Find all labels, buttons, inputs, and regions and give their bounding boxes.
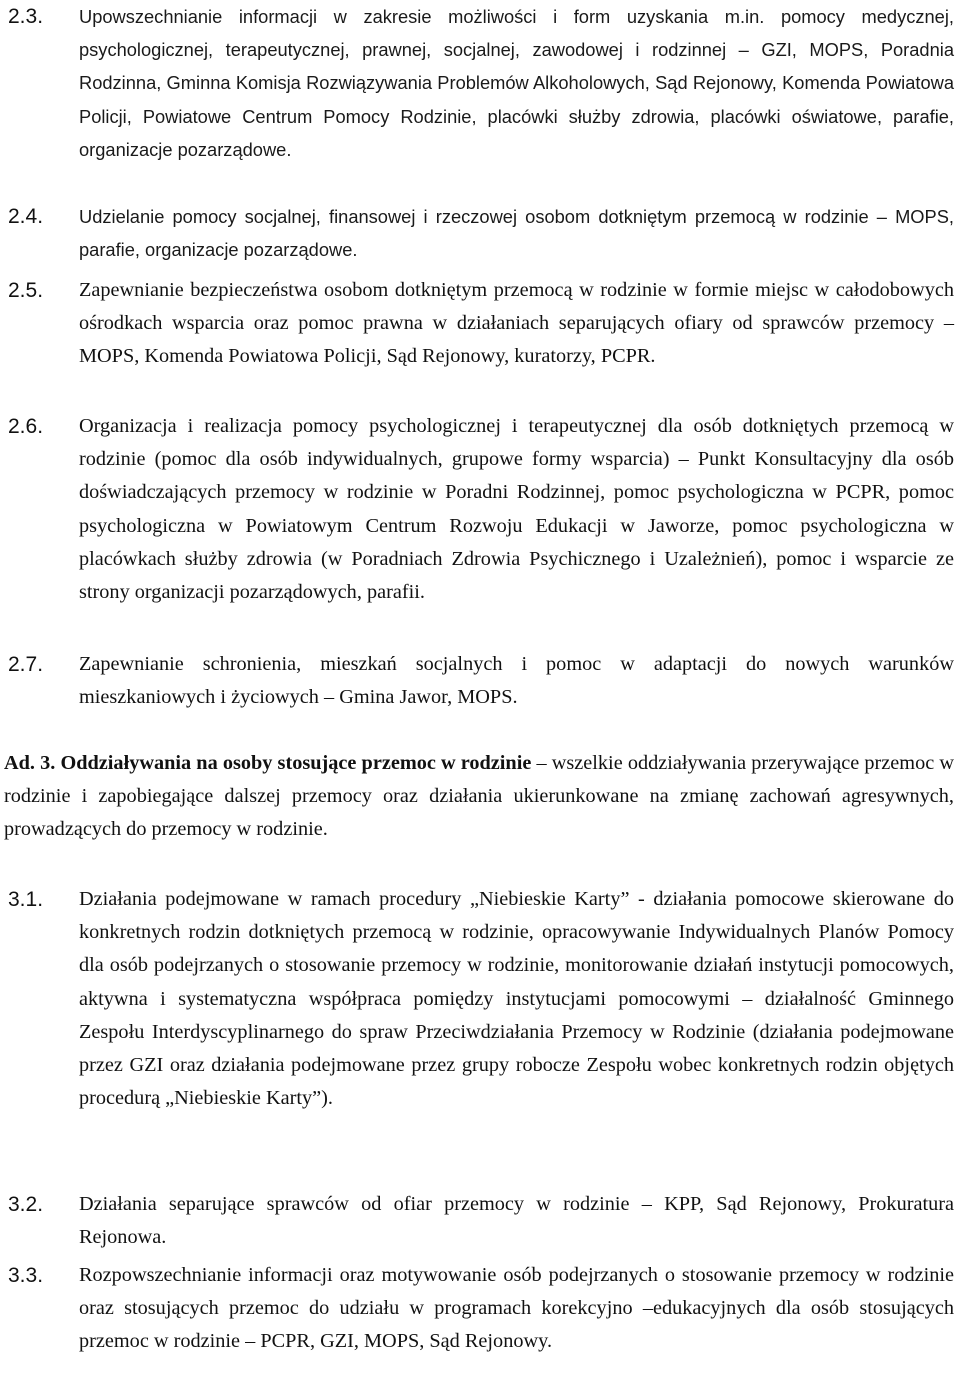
subsection-number: 3.2. (8, 1193, 44, 1216)
subsection-text: Rozpowszechnianie informacji oraz motywowanie osób podejrzanych o stosowanie przemocy w rodzinie oraz stosujących przemoc do udziału w programach korekcyjno –edukacyjnych dla osób stosujących przemoc w rodzinie – PCPR, GZI, MOPS, Sąd Rejonowy. (79, 1264, 954, 1353)
ad3-text: – wszelkie oddziaływania przerywające przemoc w rodzinie i zapobiegające dalszej przemocy oraz działania ukierunkowane na zmianę zachowań agresywnych, prowadzących do przemocy w rodzinie. (4, 752, 954, 841)
subsection-text: Działania separujące sprawców od ofiar przemocy w rodzinie – KPP, Sąd Rejonowy, Prokuratura Rejonowa. (79, 1193, 954, 1249)
subsection-3-3 (0, 1259, 960, 1359)
section-text: Udzielanie pomocy socjalnej, finansowej i rzeczowej osobom dotkniętym przemocą w rodzinie – MOPS, parafie, organizacje pozarządowe. (79, 206, 954, 261)
subsection-3-1 (0, 883, 960, 1115)
section-text: Zapewnianie bezpieczeństwa osobom dotkniętym przemocą w rodzinie w formie miejsc w całodobowych ośrodkach wsparcia oraz pomoc prawna w działaniach separujących ofiary od sprawców przemocy – MOPS, Komenda Powiatowa Policji, Sąd Rejonowy, kuratorzy, PCPR. (79, 279, 954, 368)
section-number: 2.7. (8, 653, 44, 676)
subsection-number: 3.1. (8, 888, 44, 911)
section-2-5 (0, 274, 960, 374)
section-2-6 (0, 410, 960, 609)
subsection-number: 3.3. (8, 1264, 44, 1287)
section-2-7 (0, 648, 960, 714)
section-number: 2.4. (8, 205, 44, 228)
section-text: Organizacja i realizacja pomocy psychologicznej i terapeutycznej dla osób dotkniętych przemocą w rodzinie (pomoc dla osób indywidualnych, grupowe formy wsparcia) – Punkt Konsultacyjny dla osób doświadczających przemocy w rodzinie w Poradni Rodzinnej, pomoc psychologiczna w PCPR, pomoc psychologiczna w Powiatowym Centrum Rozwoju Edukacji w Jaworze, pomoc psychologiczna w placówkach służby zdrowia (w Poradniach Zdrowia Psychicznego i Uzależnień), pomoc i wsparcie ze strony organizacji pozarządowych, parafii. (79, 415, 954, 604)
section-text: Zapewnianie schronienia, mieszkań socjalnych i pomoc w adaptacji do nowych warunków mieszkaniowych i życiowych – Gmina Jawor, MOPS. (79, 653, 954, 709)
ad3-paragraph (4, 747, 954, 847)
subsection-text: Działania podejmowane w ramach procedury „Niebieskie Karty” - działania pomocowe skierowane do konkretnych rodzin dotkniętych przemocą w rodzinie, opracowywanie Indywidualnych Planów Pomocy dla osób podejrzanych o stosowanie przemocy w rodzinie, monitorowanie działań instytucji pomocowych, aktywna i systematyczna współpraca pomiędzy instytucjami pomocowymi – działalność Gminnego Zespołu Interdyscyplinarnego do spraw Przeciwdziałania Przemocy w Rodzinie (działania podejmowane przez GZI oraz działania podejmowane przez grupy robocze Zespołu wobec konkretnych rodzin objętych procedurą „Niebieskie Karty”). (79, 888, 954, 1110)
section-text: Upowszechnianie informacji w zakresie możliwości i form uzyskania m.in. pomocy medycznej, psychologicznej, terapeutycznej, prawnej, socjalnej, zawodowej i rodzinnej – GZI, MOPS, Poradnia Rodzinna, Gminna Komisja Rozwiązywania Problemów Alkoholowych, Sąd Rejonowy, Komenda Powiatowa Policji, Powiatowe Centrum Pomocy Rodzinie, placówki służby zdrowia, placówki oświatowe, parafie, organizacje pozarządowe. (79, 6, 954, 160)
subsection-3-2 (0, 1188, 960, 1254)
ad3-heading: Oddziaływania na osoby stosujące przemoc w rodzinie (60, 752, 532, 774)
section-2-3 (0, 0, 960, 166)
ad3-label: Ad. 3. (4, 752, 56, 774)
section-2-4 (0, 200, 960, 266)
section-number: 2.5. (8, 279, 44, 302)
section-number: 2.3. (8, 5, 44, 28)
section-number: 2.6. (8, 415, 44, 438)
